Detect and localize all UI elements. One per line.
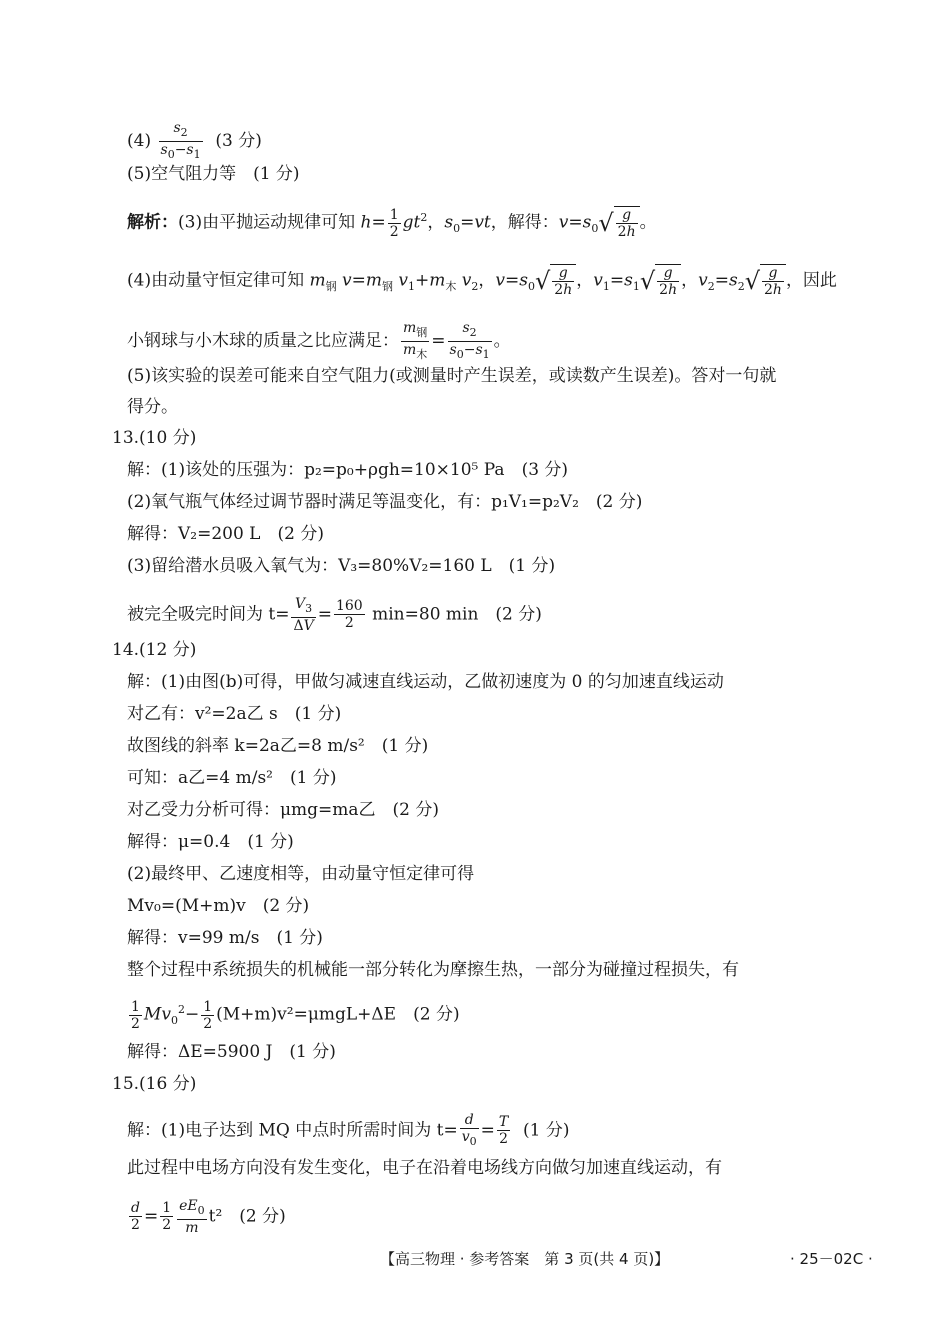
fraction: $\frac{s_2}{s_0-s_1}$: [160, 120, 201, 161]
q14-line: (2)最终甲、乙速度相等，由动量守恒定律可得: [127, 864, 475, 884]
q14-line: 整个过程中系统损失的机械能一部分转化为摩擦生热，一部分为碰撞过程损失，有: [127, 960, 739, 980]
q15-time-line: 解：(1)电子达到 MQ 中点时所需时间为 t= $\frac{d}{v_0}$ = $\frac{T}{2}$ (1 分): [127, 1112, 570, 1148]
q15-equation-line: $\frac{d}{2}$ = $\frac{1}{2}$ $\frac{eE_0}{m}$ t² (2 分): [131, 1198, 286, 1236]
q13-line: (2)氧气瓶气体经过调节器时满足等温变化，有：p₁V₁=p₂V₂ (2 分): [127, 492, 643, 512]
page-footer: 【高三物理 · 参考答案 第 3 页(共 4 页)】: [380, 1250, 670, 1268]
q14-line: 解：(1)由图(b)可得，甲做匀减速直线运动，乙做初速度为 0 的匀加速直线运动: [127, 672, 724, 692]
analysis-label: 解析：: [127, 212, 178, 233]
text: ，因此: [785, 270, 837, 291]
analysis-3-line: 解析：(3)由平抛运动规律可知 h= $\frac{1}{2}$ $gt^2$，$s_0=vt$，解得：$v=s_0√$ $\frac{g}{2h}$ 。: [127, 206, 657, 241]
q14-line: 对乙受力分析可得：μmg=ma乙 (2 分): [127, 800, 440, 820]
text: (4)由动量守恒定律可知: [127, 270, 310, 291]
text: 解：(1)电子达到 MQ 中点时所需时间为 t=: [127, 1120, 458, 1141]
q13-line: 解得：V₂=200 L (2 分): [127, 524, 324, 544]
document-code: · 25－02C ·: [790, 1250, 873, 1268]
analysis-4-line: (4)由动量守恒定律可知 $m_钢$ $v=m_钢$ $v_1+m_木$ $v_2$，$v=s_0√$ $\frac{g}{2h}$ ，$v_1=s_1√$ $\frac{g}{2h}$ ，$v_2=s_2√$ $\frac{g}{2h}$ ，因此: [127, 265, 837, 298]
mass-ratio-line: 小钢球与小木球的质量之比应满足： $\frac{m_钢}{m_木}$ = $\frac{s_2}{s_0-s_1}$ 。: [127, 320, 511, 361]
q14-line: 故图线的斜率 k=2a乙=8 m/s² (1 分): [127, 736, 429, 756]
text: 被完全吸完时间为 t=: [127, 604, 290, 625]
answer-4-line: [127, 120, 262, 163]
analysis-5-line: (5)该实验的误差可能来自空气阻力(或测量时产生误差，或读数产生误差)。答对一句就: [127, 366, 777, 386]
score: (3 分): [215, 130, 262, 151]
q14-energy-line: $\frac{1}{2}$ $Mv_0^2-$ $\frac{1}{2}$ (M+m)v²=μmgL+ΔE (2 分): [131, 998, 460, 1032]
q13-line: (3)留给潜水员吸入氧气为：V₃=80%V₂=160 L (1 分): [127, 556, 556, 576]
q14-line: 解得：μ=0.4 (1 分): [127, 832, 294, 852]
text: (4): [127, 130, 152, 151]
text: 小钢球与小木球的质量之比应满足：: [127, 330, 399, 351]
score: (1 分): [523, 1120, 570, 1141]
q14-line: 解得：ΔE=5900 J (1 分): [127, 1042, 336, 1062]
q14-header: 14.(12 分): [112, 640, 197, 660]
text: ，解得：: [490, 212, 559, 233]
analysis-5-cont: 得分。: [127, 397, 178, 417]
q14-line: Mv₀=(M+m)v (2 分): [127, 896, 310, 916]
q15-header: 15.(16 分): [112, 1074, 197, 1094]
q14-line: 解得：v=99 m/s (1 分): [127, 928, 323, 948]
text: min=80 min (2 分): [372, 604, 542, 625]
q13-line: 解：(1)该处的压强为：p₂=p₀+ρgh=10×10⁵ Pa (3 分): [127, 460, 569, 480]
q14-line: 可知：a乙=4 m/s² (1 分): [127, 768, 337, 788]
answer-5-line: (5)空气阻力等 (1 分): [127, 164, 300, 184]
q13-time-line: 被完全吸完时间为 t= $\frac{V_3}{\Delta V}$ = $\frac{160}{2}$ min=80 min (2 分): [127, 596, 542, 634]
q13-header: 13.(10 分): [112, 428, 197, 448]
text: (3)由平抛运动规律可知: [178, 212, 361, 233]
text: (M+m)v²=μmgL+ΔE (2 分): [216, 1004, 460, 1025]
q15-line: 此过程中电场方向没有发生变化，电子在沿着电场线方向做匀加速直线运动，有: [127, 1158, 722, 1178]
text: t² (2 分): [208, 1206, 286, 1227]
q14-line: 对乙有：v²=2a乙 s (1 分): [127, 704, 342, 724]
